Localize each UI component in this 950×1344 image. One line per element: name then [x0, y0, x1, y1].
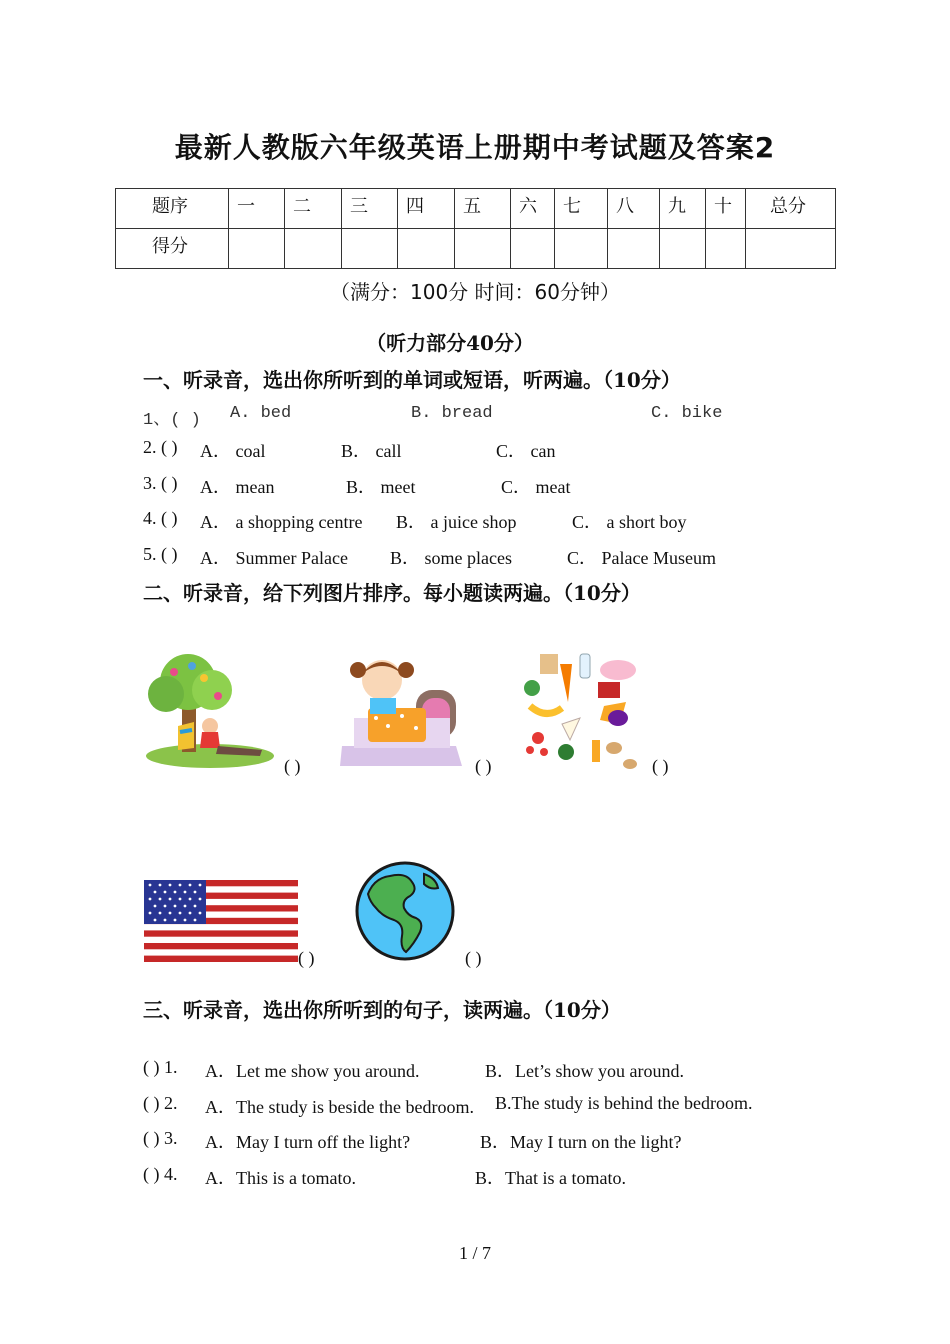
score-header-cell: 三 — [342, 189, 398, 229]
q1-3-option-c[interactable]: C． meat — [501, 477, 571, 497]
answer-paren[interactable]: ( ) — [652, 756, 669, 776]
q3-2-number: ( ) 2. — [143, 1093, 178, 1113]
answer-paren[interactable]: ( ) — [465, 948, 482, 968]
girl-bed-icon — [336, 648, 468, 774]
section-2-heading: 二、听录音，给下列图片排序。每小题读两遍。（10分） — [143, 581, 641, 605]
page-title: 最新人教版六年级英语上册期中考试题及答案2 — [174, 131, 776, 164]
q1-5-option-b[interactable]: B． some places — [390, 548, 512, 568]
score-table — [115, 188, 836, 269]
q1-1-number: 1、( ) — [143, 411, 201, 430]
score-value-row — [116, 229, 836, 269]
score-cell[interactable] — [746, 229, 836, 269]
section-1-heading: 一、听录音，选出你所听到的单词或短语，听两遍。（10分） — [143, 368, 681, 392]
q3-3-number: ( ) 3. — [143, 1128, 178, 1148]
q3-1-option-a[interactable]: A．Let me show you around. — [205, 1061, 420, 1081]
score-row-label: 得分 — [116, 229, 229, 269]
score-header-cell: 八 — [608, 189, 660, 229]
q1-5-option-a[interactable]: A． Summer Palace — [200, 548, 348, 568]
q3-4-number: ( ) 4. — [143, 1164, 178, 1184]
score-header-cell: 一 — [229, 189, 285, 229]
q3-3-option-b[interactable]: B．May I turn on the light? — [480, 1132, 682, 1152]
score-header-cell: 题序 — [116, 189, 229, 229]
q1-4-number: 4. ( ) — [143, 508, 178, 528]
score-cell[interactable] — [342, 229, 398, 269]
page-number: 1 / 7 — [458, 1243, 491, 1263]
q1-5-option-c[interactable]: C． Palace Museum — [567, 548, 716, 568]
q3-4-option-b[interactable]: B．That is a tomato. — [475, 1168, 626, 1188]
exam-info: （满分：100分 时间：60分钟） — [330, 280, 620, 304]
q1-4-option-c[interactable]: C． a short boy — [572, 512, 687, 532]
score-cell[interactable] — [608, 229, 660, 269]
score-header-cell: 五 — [455, 189, 511, 229]
score-header-cell: 总分 — [746, 189, 836, 229]
listening-label: （听力部分40分） — [366, 331, 534, 355]
q1-4-option-a[interactable]: A． a shopping centre — [200, 512, 363, 532]
score-cell[interactable] — [511, 229, 555, 269]
q1-3-option-b[interactable]: B． meet — [346, 477, 416, 497]
q3-1-number: ( ) 1. — [143, 1057, 178, 1077]
q1-1-option-c[interactable]: C. bike — [651, 404, 723, 423]
score-cell[interactable] — [455, 229, 511, 269]
score-header-row — [116, 189, 836, 229]
score-header-cell: 四 — [398, 189, 455, 229]
q1-2-option-b[interactable]: B． call — [341, 441, 402, 461]
q3-2-option-b[interactable]: B.The study is behind the bedroom. — [495, 1093, 753, 1113]
answer-paren[interactable]: ( ) — [284, 756, 301, 776]
score-header-cell: 七 — [555, 189, 608, 229]
score-cell[interactable] — [285, 229, 342, 269]
q1-2-number: 2. ( ) — [143, 437, 178, 457]
score-cell[interactable] — [660, 229, 706, 269]
answer-paren[interactable]: ( ) — [298, 948, 315, 968]
q1-3-number: 3. ( ) — [143, 473, 178, 493]
q1-1-option-a[interactable]: A. bed — [230, 404, 292, 423]
q1-4-option-b[interactable]: B． a juice shop — [396, 512, 517, 532]
score-header-cell: 十 — [706, 189, 746, 229]
q1-5-number: 5. ( ) — [143, 544, 178, 564]
score-header-cell: 二 — [285, 189, 342, 229]
food-icon — [520, 648, 644, 772]
answer-paren[interactable]: ( ) — [475, 756, 492, 776]
score-cell[interactable] — [229, 229, 285, 269]
score-cell[interactable] — [555, 229, 608, 269]
q1-2-option-c[interactable]: C． can — [496, 441, 556, 461]
section-3-heading: 三、听录音，选出你所听到的句子，读两遍。（10分） — [143, 998, 621, 1022]
q3-1-option-b[interactable]: B．Let’s show you around. — [485, 1061, 684, 1081]
score-cell[interactable] — [706, 229, 746, 269]
earth-globe-icon — [354, 860, 456, 962]
score-header-cell: 九 — [660, 189, 706, 229]
q1-3-option-a[interactable]: A． mean — [200, 477, 275, 497]
score-cell[interactable] — [398, 229, 455, 269]
q3-2-option-a[interactable]: A．The study is beside the bedroom. — [205, 1097, 474, 1117]
q1-2-option-a[interactable]: A． coal — [200, 441, 266, 461]
us-flag-icon — [144, 880, 298, 962]
q1-1-option-b[interactable]: B. bread — [411, 404, 493, 423]
score-header-cell: 六 — [511, 189, 555, 229]
q3-3-option-a[interactable]: A．May I turn off the light? — [205, 1132, 411, 1152]
q3-4-option-a[interactable]: A．This is a tomato. — [205, 1168, 356, 1188]
tree-reading-icon — [144, 652, 278, 772]
